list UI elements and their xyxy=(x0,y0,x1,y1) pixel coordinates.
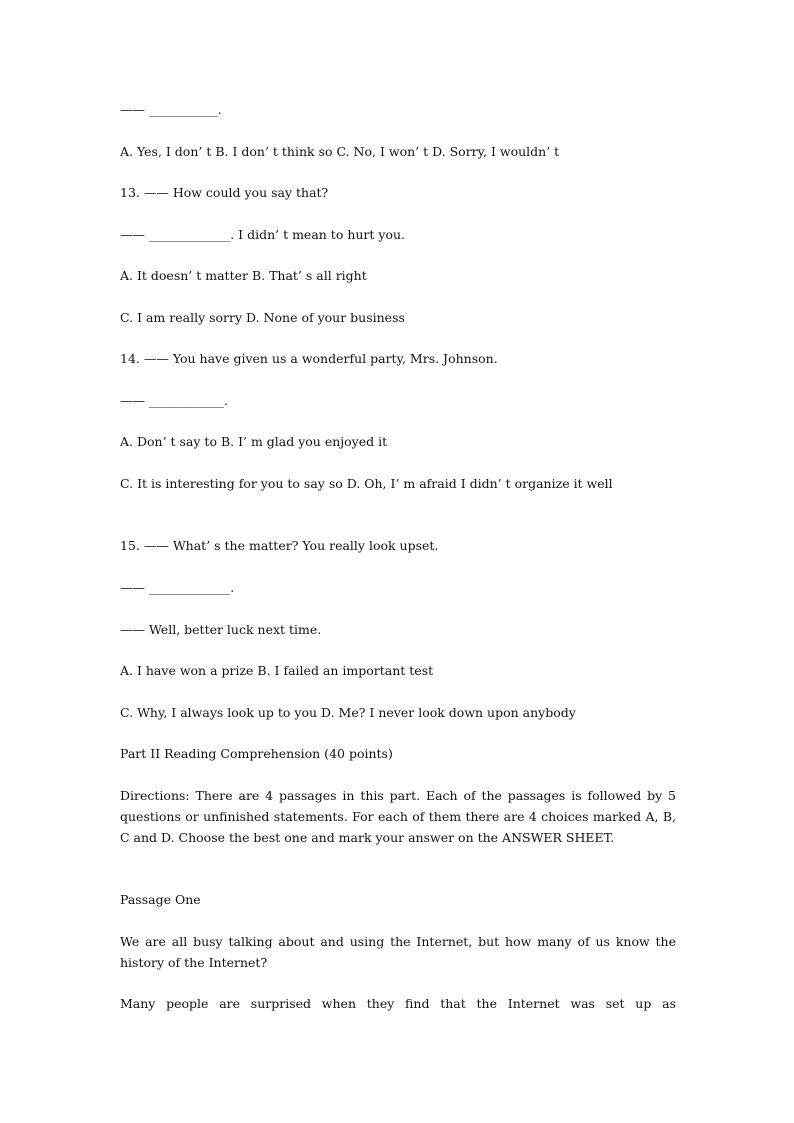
passage-title: Passage One xyxy=(120,892,201,907)
directions-paragraph: Directions: There are 4 passages in this part. Each of the passages is followed by 5 questions or unfinished statements. For each of them there are 4 choices marked A, B, C and D. Choose the best one and mark your answer on the ANSWER SHEET. xyxy=(120,788,676,845)
answer-blank-15: —— _____________. xyxy=(120,580,235,595)
passage-paragraph-1: We are all busy talking about and using the Internet, but how many of us know the history of the Internet? xyxy=(120,934,676,970)
answer-blank-13: —— _____________. I didn’ t mean to hurt you. xyxy=(120,227,406,242)
options-14-cd: C. It is interesting for you to say so D. Oh, I’ m afraid I didn’ t organize it well xyxy=(120,476,613,491)
question-13: 13. —— How could you say that? xyxy=(120,185,329,200)
options-15-ab: A. I have won a prize B. I failed an important test xyxy=(120,663,434,678)
answer-blank-12: —— ___________. xyxy=(120,102,222,117)
answer-blank-14: —— ____________. xyxy=(120,393,228,408)
passage-paragraph-2: Many people are surprised when they find that the Internet was set up as xyxy=(120,996,676,1011)
question-14: 14. —— You have given us a wonderful party, Mrs. Johnson. xyxy=(120,351,498,366)
section-heading: Part II Reading Comprehension (40 points) xyxy=(120,746,393,761)
options-14-ab: A. Don’ t say to B. I’ m glad you enjoyed it xyxy=(120,434,388,449)
question-15: 15. —— What’ s the matter? You really look upset. xyxy=(120,538,439,553)
options-12: A. Yes, I don’ t B. I don’ t think so C. No, I won’ t D. Sorry, I wouldn’ t xyxy=(120,144,560,159)
response-15: —— Well, better luck next time. xyxy=(120,622,322,637)
options-13-cd: C. I am really sorry D. None of your business xyxy=(120,310,405,325)
options-13-ab: A. It doesn’ t matter B. That’ s all right xyxy=(120,268,367,283)
options-15-cd: C. Why, I always look up to you D. Me? I never look down upon anybody xyxy=(120,705,576,720)
